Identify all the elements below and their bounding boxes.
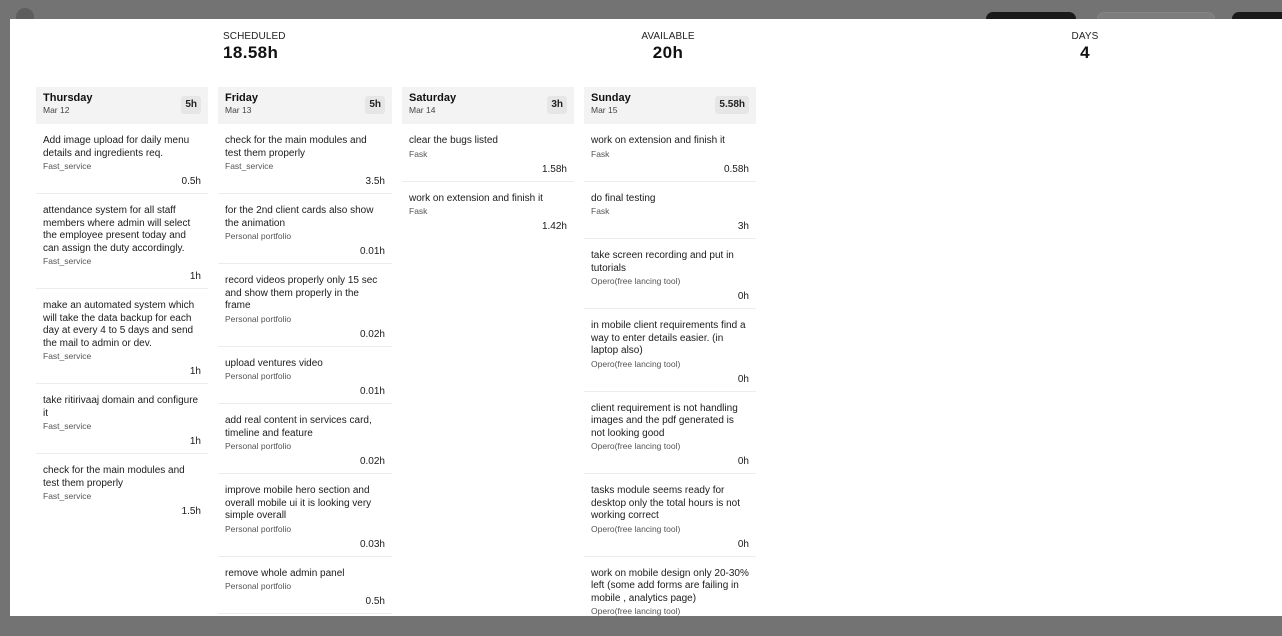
task-item[interactable]	[218, 194, 392, 264]
task-title: record videos properly only 15 sec and show them properly in the frame	[225, 275, 378, 311]
task-project: Opero(free lancing tool)	[591, 441, 681, 451]
task-item[interactable]	[584, 239, 756, 309]
task-item[interactable]	[218, 557, 392, 615]
day-name: Saturday	[409, 92, 457, 104]
task-title: in mobile client requirements find a way to enter details easier. (in laptop also)	[591, 320, 746, 356]
day-total-badge: 5h	[181, 96, 201, 114]
task-item[interactable]	[584, 474, 756, 557]
task-item[interactable]	[218, 404, 392, 474]
task-item[interactable]	[36, 289, 208, 384]
task-title: attendance system for all staff members where admin will select the employee present today and can assign the duty accordingly.	[43, 205, 191, 254]
day-name: Friday	[225, 92, 259, 104]
day-total-badge: 5.58h	[715, 96, 749, 114]
day-date: Mar 15	[591, 105, 618, 115]
day-total-badge: 5h	[365, 96, 385, 114]
task-hours: 1.42h	[541, 221, 567, 232]
task-project: Personal portfolio	[225, 371, 292, 381]
task-title: add real content in services card, timeline and feature	[225, 415, 372, 439]
task-project: Fask	[591, 148, 610, 159]
day-columns	[36, 87, 756, 616]
task-hours: 1h	[189, 436, 201, 447]
days-value: 4	[1080, 43, 1090, 62]
task-item[interactable]	[218, 474, 392, 557]
available-label: AVAILABLE	[641, 31, 695, 42]
day-name: Sunday	[591, 92, 631, 104]
days-label: DAYS	[1071, 31, 1099, 42]
task-title: client requirement is not handling images and the pdf generated is not looking good	[591, 402, 738, 439]
task-item[interactable]	[36, 454, 208, 523]
task-item[interactable]	[218, 124, 392, 194]
task-title: tasks module seems ready for desktop only the total hours is not working correct	[591, 485, 740, 521]
day-header	[584, 87, 756, 124]
day-column-saturday	[402, 87, 574, 238]
task-hours: 0.58h	[723, 163, 749, 175]
days-stat	[1072, 31, 1099, 63]
task-project: Opero(free lancing tool)	[591, 276, 681, 286]
task-title: work on extension and finish it	[409, 192, 543, 204]
task-project: Fask	[409, 148, 428, 159]
task-title: upload ventures video	[225, 357, 323, 369]
task-title: take ritirivaaj domain and configure it	[43, 395, 199, 419]
task-project: Personal portfolio	[225, 441, 292, 451]
task-project: Opero(free lancing tool)	[591, 358, 681, 369]
task-project: Fask	[591, 206, 610, 216]
day-date: Mar 12	[43, 105, 70, 115]
day-date: Mar 14	[409, 105, 436, 115]
task-project: Fast_service	[43, 491, 92, 501]
task-hours: 1.5h	[181, 506, 201, 517]
task-hours: 1h	[189, 271, 201, 282]
task-hours: 0.5h	[365, 596, 385, 607]
schedule-summary	[10, 31, 1282, 71]
task-item[interactable]	[584, 124, 756, 182]
task-item[interactable]	[218, 347, 392, 405]
scheduled-stat	[223, 31, 286, 63]
task-project: Personal portfolio	[225, 523, 292, 534]
task-hours: 0.03h	[359, 538, 385, 550]
task-hours: 0h	[737, 456, 749, 467]
task-item[interactable]	[36, 124, 208, 194]
task-title: do final testing	[591, 192, 656, 204]
task-title: make an automated system which will take the data backup for each day at every 4 to 5 days and send the mail to admin or dev.	[43, 300, 195, 349]
day-date: Mar 13	[225, 105, 252, 115]
task-title: work on mobile design only 20-30% left (some add forms are failing in mobile , analytics page)	[591, 567, 749, 604]
task-hours: 1.58h	[541, 163, 567, 175]
task-title: remove whole admin panel	[225, 567, 345, 579]
task-title: check for the main modules and test them properly	[43, 465, 185, 489]
task-hours: 0h	[737, 538, 749, 550]
task-project: Fast_service	[43, 161, 92, 171]
task-project: Fask	[409, 206, 428, 216]
task-item[interactable]	[36, 194, 208, 289]
task-item[interactable]	[584, 309, 756, 392]
available-value: 20h	[652, 43, 684, 62]
task-title: Add image upload for daily menu details and ingredients req.	[43, 135, 190, 159]
task-item[interactable]	[584, 182, 756, 240]
schedule-modal	[10, 19, 1282, 616]
day-header	[402, 87, 574, 124]
task-project: Opero(free lancing tool)	[591, 606, 681, 616]
task-hours: 0.5h	[181, 176, 201, 187]
task-project: Personal portfolio	[225, 581, 292, 591]
task-title: check for the main modules and test them properly	[225, 135, 367, 159]
day-header	[218, 87, 392, 124]
day-name: Thursday	[43, 92, 93, 104]
scheduled-value: 18.58h	[223, 43, 279, 62]
day-total-badge: 3h	[547, 96, 567, 114]
task-title: work on extension and finish it	[591, 135, 725, 146]
day-header	[36, 87, 208, 124]
day-column-friday	[218, 87, 392, 614]
task-title: for the 2nd client cards also show the animation	[225, 205, 374, 229]
task-hours: 3.5h	[365, 176, 385, 187]
task-item[interactable]	[584, 557, 756, 617]
task-item[interactable]	[36, 384, 208, 454]
task-project: Opero(free lancing tool)	[591, 523, 681, 534]
task-project: Fast_service	[225, 161, 274, 171]
task-item[interactable]	[218, 264, 392, 347]
task-title: improve mobile hero section and overall mobile ui it is looking very simple overall	[225, 485, 372, 521]
scheduled-label: SCHEDULED	[223, 31, 286, 42]
task-project: Fast_service	[43, 351, 92, 361]
task-project: Personal portfolio	[225, 231, 292, 241]
task-item[interactable]	[402, 124, 574, 182]
task-hours: 0.01h	[359, 386, 385, 397]
task-hours: 0.02h	[359, 456, 385, 467]
task-title: clear the bugs listed	[409, 135, 498, 146]
task-project: Fast_service	[43, 421, 92, 431]
task-hours: 0h	[737, 373, 749, 385]
task-hours: 1h	[189, 366, 201, 377]
task-project: Personal portfolio	[225, 313, 292, 324]
task-project: Fast_service	[43, 256, 92, 266]
task-item[interactable]	[584, 392, 756, 475]
task-hours: 0h	[737, 291, 749, 302]
task-hours: 0.02h	[359, 328, 385, 340]
task-title: take screen recording and put in tutorials	[591, 250, 734, 274]
day-column-thursday	[36, 87, 208, 523]
day-column-sunday	[584, 87, 756, 616]
task-hours: 0.01h	[359, 246, 385, 257]
available-stat	[641, 31, 694, 63]
task-hours: 3h	[737, 221, 749, 232]
task-item[interactable]	[402, 182, 574, 239]
